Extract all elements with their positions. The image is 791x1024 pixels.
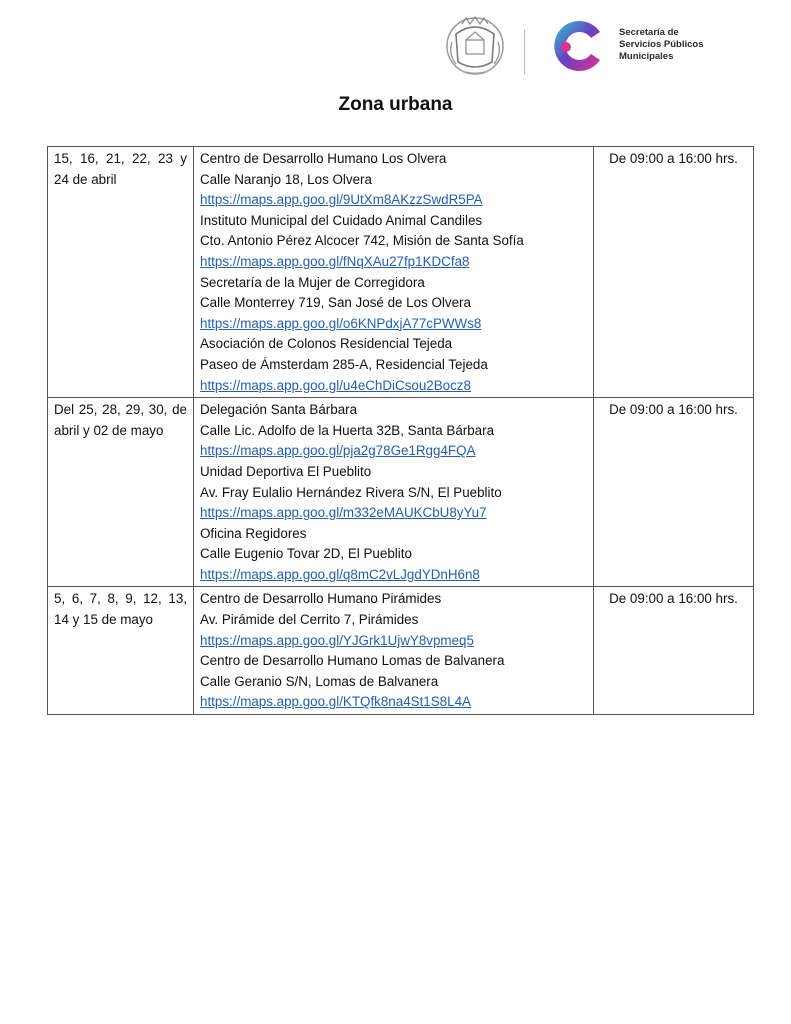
department-line: Secretaría de: [619, 27, 679, 38]
map-link[interactable]: https://maps.app.goo.gl/o6KNPdxjA77cPWWs8: [200, 315, 482, 331]
location-address: Calle Eugenio Tovar 2D, El Pueblito: [200, 546, 412, 562]
map-link[interactable]: https://maps.app.goo.gl/m332eMAUKCbU8yYu7: [200, 505, 487, 521]
hours-cell: De 09:00 a 16:00 hrs.: [594, 147, 754, 398]
locations-cell: [194, 147, 594, 398]
header-divider: [524, 30, 525, 74]
dates-cell: 5, 6, 7, 8, 9, 12, 13, 14 y 15 de mayo: [48, 587, 194, 715]
location-name: Oficina Regidores: [200, 525, 307, 541]
municipal-seal-icon: [442, 12, 508, 78]
map-link[interactable]: https://maps.app.goo.gl/pja2g78Ge1Rgg4FQA: [200, 443, 476, 459]
location-address: Cto. Antonio Pérez Alcocer 742, Misión de Santa Sofía: [200, 233, 524, 249]
location-address: Calle Monterrey 719, San José de Los Olvera: [200, 295, 471, 311]
location-address: Calle Naranjo 18, Los Olvera: [200, 171, 372, 187]
location-name: Centro de Desarrollo Humano Los Olvera: [200, 151, 447, 166]
locations-cell: [194, 587, 594, 715]
schedule-table: [47, 146, 754, 715]
department-name: [619, 27, 769, 63]
map-link[interactable]: https://maps.app.goo.gl/KTQfk8na4St1S8L4A: [200, 694, 471, 710]
hours-cell: De 09:00 a 16:00 hrs.: [594, 398, 754, 587]
location-address: Calle Lic. Adolfo de la Huerta 32B, Santa Bárbara: [200, 422, 495, 438]
locations-cell: [194, 398, 594, 587]
map-link[interactable]: https://maps.app.goo.gl/YJGrk1UjwY8vpmeq5: [200, 632, 474, 648]
location-address: Calle Geranio S/N, Lomas de Balvanera: [200, 673, 439, 689]
table-row: [48, 587, 754, 715]
dates-cell: 15, 16, 21, 22, 23 y 24 de abril: [48, 147, 194, 398]
location-name: Asociación de Colonos Residencial Tejeda: [200, 336, 453, 352]
department-line: Municipales: [619, 51, 674, 62]
location-name: Unidad Deportiva El Pueblito: [200, 463, 372, 479]
location-name: Instituto Municipal del Cuidado Animal Candiles: [200, 212, 483, 228]
map-link[interactable]: https://maps.app.goo.gl/q8mC2vLJgdYDnH6n8: [200, 566, 480, 582]
table-row: [48, 398, 754, 587]
map-link[interactable]: https://maps.app.goo.gl/fNqXAu27fp1KDCfa8: [200, 253, 470, 269]
dates-cell: Del 25, 28, 29, 30, de abril y 02 de mayo: [48, 398, 194, 587]
map-link[interactable]: https://maps.app.goo.gl/9UtXm8AKzzSwdR5PA: [200, 192, 483, 208]
table-row: [48, 147, 754, 398]
location-name: Delegación Santa Bárbara: [200, 402, 358, 418]
location-name: Secretaría de la Mujer de Corregidora: [200, 274, 425, 290]
page-title: Zona urbana: [338, 94, 453, 115]
location-address: Paseo de Ámsterdam 285-A, Residencial Tejeda: [200, 356, 488, 372]
location-address: Av. Pirámide del Cerrito 7, Pirámides: [200, 612, 419, 628]
location-name: Centro de Desarrollo Humano Lomas de Balvanera: [200, 653, 505, 669]
hours-cell: De 09:00 a 16:00 hrs.: [594, 587, 754, 715]
c-logo-icon: [548, 16, 608, 76]
department-line: Servicios Públicos: [619, 39, 704, 50]
location-address: Av. Fray Eulalio Hernández Rivera S/N, El Pueblito: [200, 484, 502, 500]
map-link[interactable]: https://maps.app.goo.gl/u4eChDiCsou2Bocz8: [200, 377, 471, 393]
location-name: Centro de Desarrollo Humano Pirámides: [200, 591, 442, 607]
document-header: [0, 10, 791, 80]
